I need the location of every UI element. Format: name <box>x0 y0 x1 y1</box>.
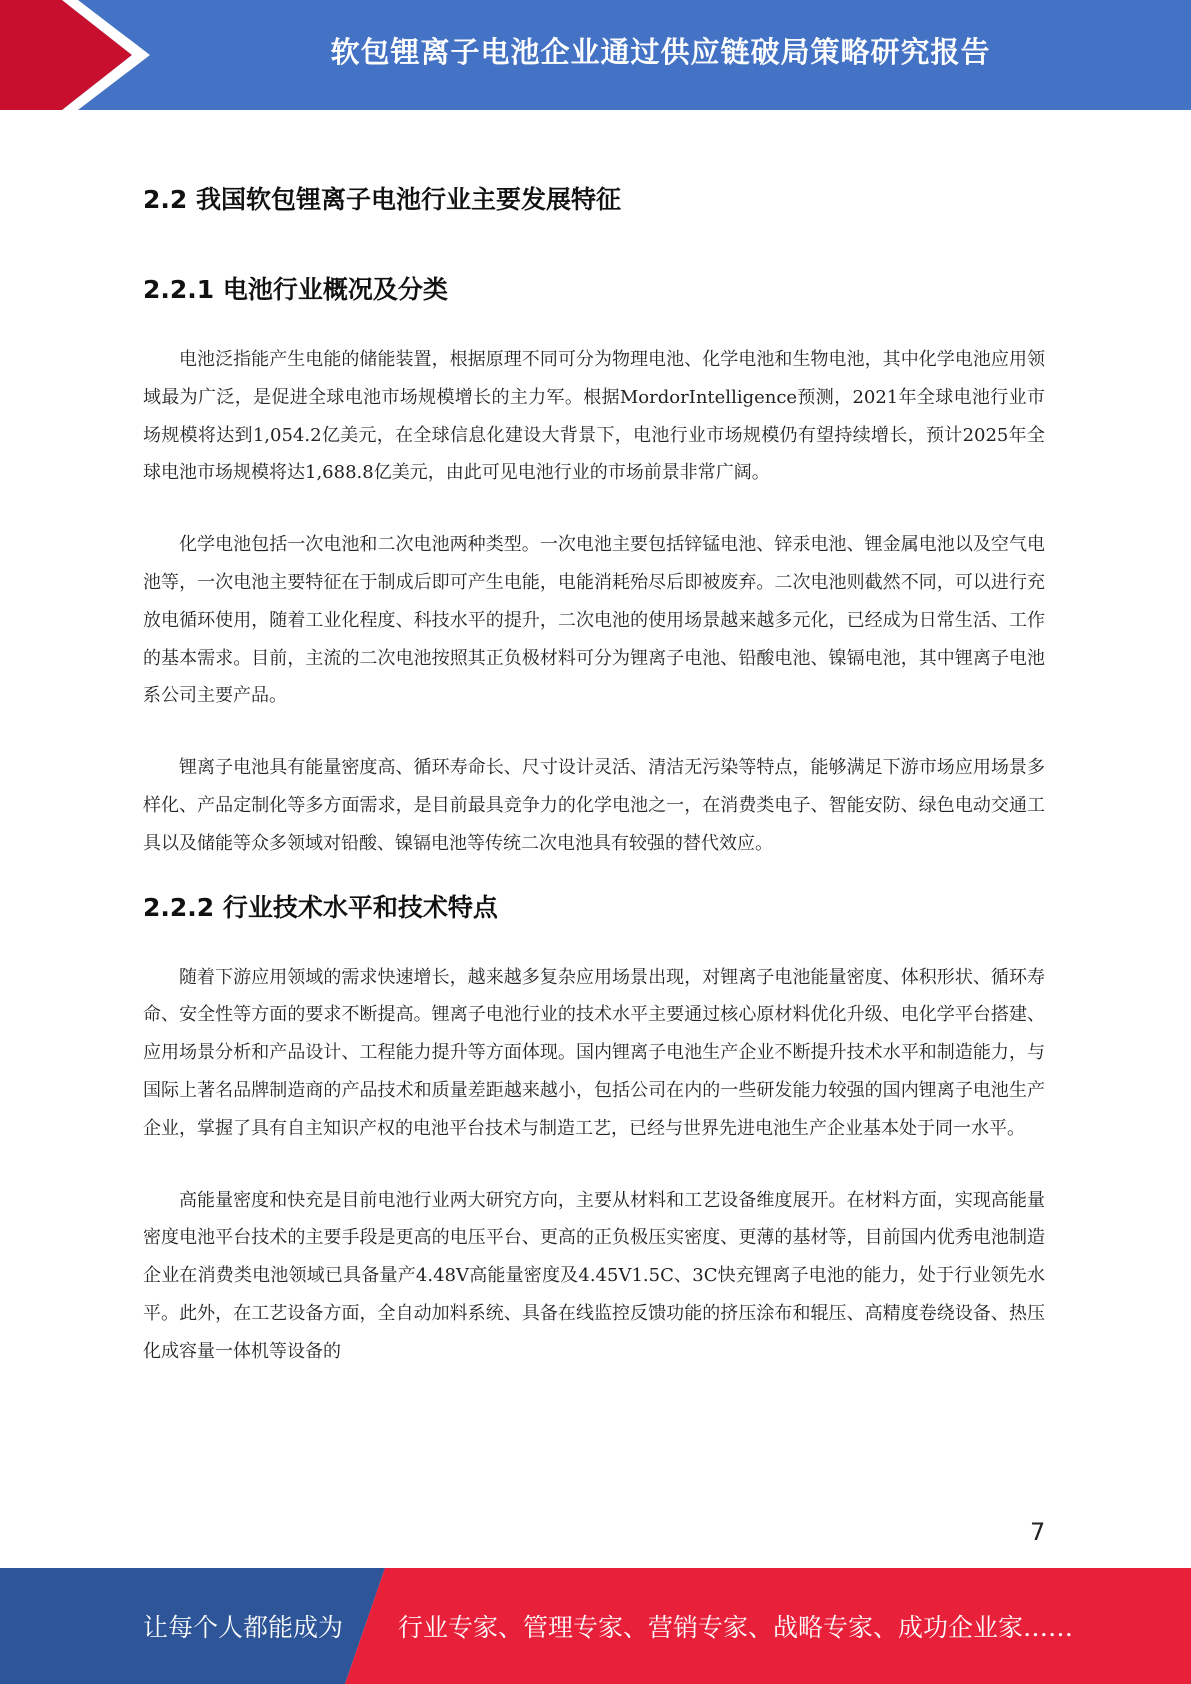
paragraph: 化学电池包括一次电池和二次电池两种类型。一次电池主要包括锌锰电池、锌汞电池、锂金属电池以及空气电池等，一次电池主要特征在于制成后即可产生电能，电能消耗殆尽后即被废弃。二次电池则截然不同，可以进行充放电循环使用，随着工业化程度、科技水平的提升，二次电池的使用场景越来越多元化，已经成为日常生活、工作的基本需求。目前，主流的二次电池按照其正负极材料可分为锂离子电池、铅酸电池、镍镉电池，其中锂离子电池系公司主要产品。 <box>143 534 1045 707</box>
page-number: 7 <box>1030 1518 1046 1546</box>
footer-banner <box>0 1568 1191 1684</box>
section-heading-2-2-1: 2.2.1 电池行业概况及分类 <box>143 275 448 304</box>
paragraph: 随着下游应用领域的需求快速增长，越来越多复杂应用场景出现，对锂离子电池能量密度、体积形状、循环寿命、安全性等方面的要求不断提高。锂离子电池行业的技术水平主要通过核心原材料优化升级、电化学平台搭建、应用场景分析和产品设计、工程能力提升等方面体现。国内锂离子电池生产企业不断提升技术水平和制造能力，与国际上著名品牌制造商的产品技术和质量差距越来越小，包括公司在内的一些研发能力较强的国内锂离子电池生产企业，掌握了具有自主知识产权的电池平台技术与制造工艺，已经与世界先进电池生产企业基本处于同一水平。 <box>143 966 1045 1139</box>
paragraph: 锂离子电池具有能量密度高、循环寿命长、尺寸设计灵活、清洁无污染等特点，能够满足下游市场应用场景多样化、产品定制化等多方面需求，是目前最具竞争力的化学电池之一，在消费类电子、智能安防、绿色电动交通工具以及储能等众多领域对铅酸、镍镉电池等传统二次电池具有较强的替代效应。 <box>143 757 1045 854</box>
footer-slogan-right: 行业专家、管理专家、营销专家、战略专家、成功企业家…… <box>398 1613 1074 1642</box>
document-body <box>143 175 1045 1405</box>
section-heading-2-2: 2.2 我国软包锂离子电池行业主要发展特征 <box>143 185 621 214</box>
footer-slogan-left: 让每个人都能成为 <box>143 1613 344 1642</box>
paragraph: 电池泛指能产生电能的储能装置，根据原理不同可分为物理电池、化学电池和生物电池，其中化学电池应用领域最为广泛，是促进全球电池市场规模增长的主力军。根据MordorIntelligence预测，2021年全球电池行业市场规模将达到1,054.2亿美元，在全球信息化建设大背景下，电池行业市场规模仍有望持续增长，预计2025年全球电池市场规模将达1,688.8亿美元，由此可见电池行业的市场前景非常广阔。 <box>143 349 1045 484</box>
section-heading-2-2-2: 2.2.2 行业技术水平和技术特点 <box>143 892 498 922</box>
header-title: 软包锂离子电池企业通过供应链破局策略研究报告 <box>330 34 991 69</box>
paragraph: 高能量密度和快充是目前电池行业两大研究方向，主要从材料和工艺设备维度展开。在材料方面，实现高能量密度电池平台技术的主要手段是更高的电压平台、更高的正负极压实密度、更薄的基材等，目前国内优秀电池制造企业在消费类电池领域已具备量产4.48V高能量密度及4.45V1.5C、3C快充锂离子电池的能力，处于行业领先水平。此外，在工艺设备方面，全自动加料系统、具备在线监控反馈功能的挤压涂布和辊压、高精度卷绕设备、热压化成容量一体机等设备的 <box>143 1189 1045 1362</box>
header-banner <box>0 0 1191 110</box>
